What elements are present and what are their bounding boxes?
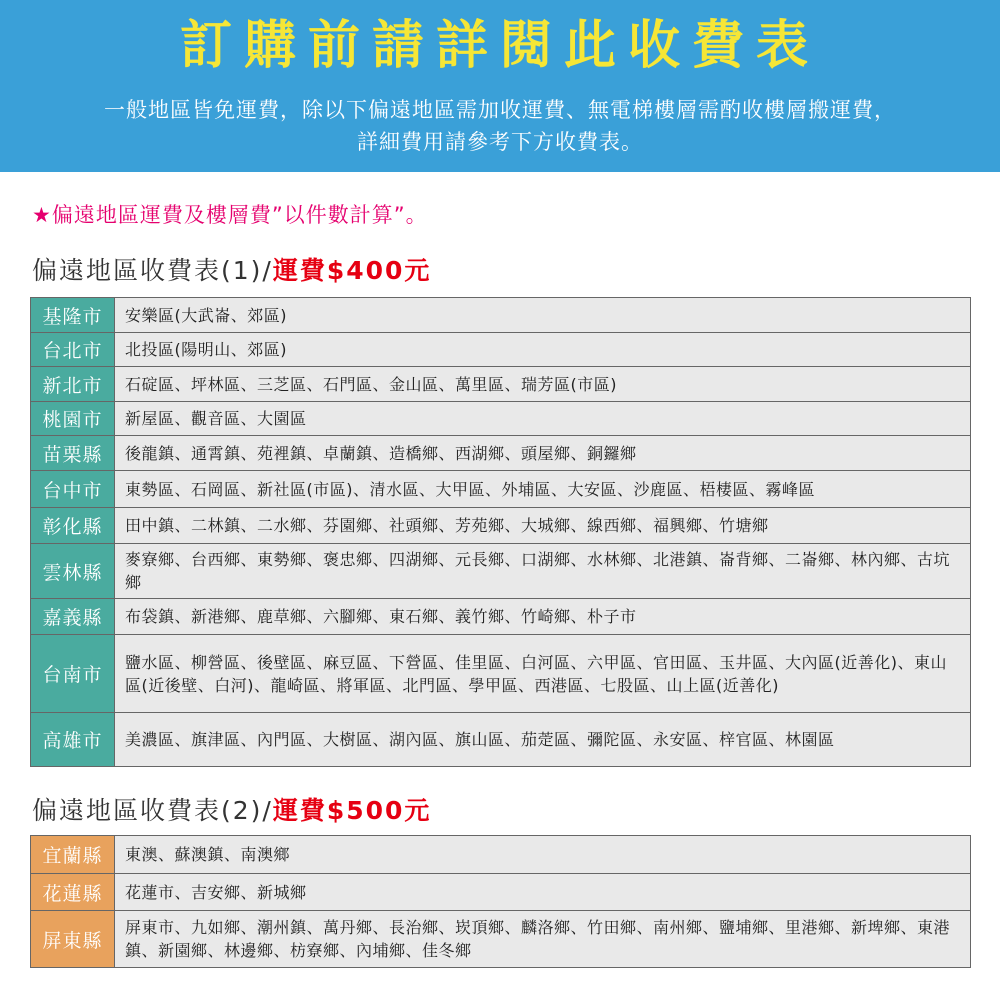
table-row [31,435,970,470]
city-cell: 桃園市 [31,402,115,435]
table-row [31,401,970,435]
city-cell: 高雄市 [31,713,115,766]
table-row [31,910,970,967]
section-2-title-text: 偏遠地區收費表(2)/ [32,796,273,825]
header-banner [0,0,1000,172]
table-row [31,712,970,766]
fee-table-1 [30,297,971,767]
header-description-line-2: 詳細費用請參考下方收費表。 [357,130,643,154]
city-cell: 台南市 [31,635,115,712]
table-row [31,836,970,873]
areas-cell: 麥寮鄉、台西鄉、東勢鄉、褒忠鄉、四湖鄉、元長鄉、口湖鄉、水林鄉、北港鎮、崙背鄉、二崙鄉、林內鄉、古坑鄉 [115,544,970,598]
table-row [31,543,970,598]
areas-cell: 美濃區、旗津區、內門區、大樹區、湖內區、旗山區、茄萣區、彌陀區、永安區、梓官區、林園區 [115,713,970,766]
areas-cell: 後龍鎮、通霄鎮、苑裡鎮、卓蘭鎮、造橋鄉、西湖鄉、頭屋鄉、銅鑼鄉 [115,436,970,470]
city-cell: 花蓮縣 [31,874,115,910]
areas-cell: 鹽水區、柳營區、後壁區、麻豆區、下營區、佳里區、白河區、六甲區、官田區、玉井區、大內區(近善化)、東山區(近後壁、白河)、龍崎區、將軍區、北門區、學甲區、西港區、七股區、山上區(近善化) [115,635,970,712]
areas-cell: 花蓮市、吉安鄉、新城鄉 [115,874,970,910]
calculation-note: ★偏遠地區運費及樓層費”以件數計算”。 [32,203,428,227]
table-row [31,332,970,366]
city-cell: 宜蘭縣 [31,836,115,873]
areas-cell: 石碇區、坪林區、三芝區、石門區、金山區、萬里區、瑞芳區(市區) [115,367,970,401]
areas-cell: 東勢區、石岡區、新社區(市區)、清水區、大甲區、外埔區、大安區、沙鹿區、梧棲區、霧峰區 [115,471,970,507]
table-row [31,507,970,543]
city-cell: 嘉義縣 [31,599,115,634]
city-cell: 彰化縣 [31,508,115,543]
table-row [31,873,970,910]
city-cell: 台北市 [31,333,115,366]
section-1-title [32,254,431,288]
city-cell: 屏東縣 [31,911,115,967]
table-row [31,598,970,634]
table-row [31,298,970,332]
section-2-title [32,794,431,828]
areas-cell: 布袋鎮、新港鄉、鹿草鄉、六腳鄉、東石鄉、義竹鄉、竹崎鄉、朴子市 [115,599,970,634]
areas-cell: 新屋區、觀音區、大園區 [115,402,970,435]
city-cell: 新北市 [31,367,115,401]
table-row [31,634,970,712]
areas-cell: 安樂區(大武崙、郊區) [115,298,970,332]
city-cell: 雲林縣 [31,544,115,598]
areas-cell: 田中鎮、二林鎮、二水鄉、芬園鄉、社頭鄉、芳苑鄉、大城鄉、線西鄉、福興鄉、竹塘鄉 [115,508,970,543]
city-cell: 台中市 [31,471,115,507]
table-row [31,366,970,401]
section-1-fee: 運費$400元 [272,256,432,285]
section-1-title-text: 偏遠地區收費表(1)/ [32,256,273,285]
page-title: 訂購前請詳閱此收費表 [179,16,820,76]
areas-cell: 屏東市、九如鄉、潮州鎮、萬丹鄉、長治鄉、崁頂鄉、麟洛鄉、竹田鄉、南州鄉、鹽埔鄉、里港鄉、新埤鄉、東港鎮、新園鄉、林邊鄉、枋寮鄉、內埔鄉、佳冬鄉 [115,911,970,967]
header-description-line-1: 一般地區皆免運費，除以下偏遠地區需加收運費、無電梯樓層需酌收樓層搬運費， [104,98,896,122]
fee-table-2 [30,835,971,968]
areas-cell: 東澳、蘇澳鎮、南澳鄉 [115,836,970,873]
section-2-fee: 運費$500元 [272,796,432,825]
city-cell: 苗栗縣 [31,436,115,470]
table-row [31,470,970,507]
city-cell: 基隆市 [31,298,115,332]
areas-cell: 北投區(陽明山、郊區) [115,333,970,366]
